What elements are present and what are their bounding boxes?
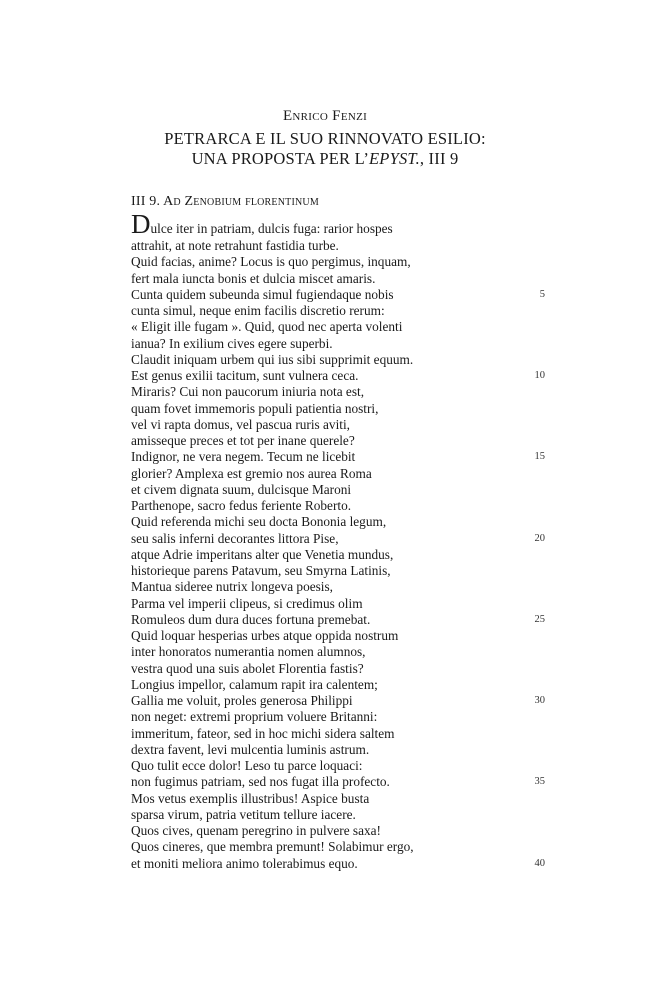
poem-line-12: quam fovet immemoris populi patientia nostri, [131,400,379,416]
poem-line-29: Longius impellor, calamum rapit ira calentem; [131,676,378,692]
poem-line-26: Quid loquar hesperias urbes atque oppida nostrum [131,628,399,643]
poem-line-33: dextra favent, levi mulcentia luminis astrum. [131,741,370,757]
poem-line-35 [131,774,551,790]
poem-line-37: sparsa virum, patria vetitum tellure iacere. [131,806,356,822]
poem-line-25 [131,612,551,628]
poem-line-40-text: et moniti meliora animo tolerabimus equo. [131,855,358,871]
title-line-2-prefix: UNA PROPOSTA PER L’ [191,149,370,168]
section-heading: III 9. Ad Zenobium florentinum [131,194,319,209]
poem-line-39: Quos cineres, que membra premunt! Solabimur ergo, [131,839,414,855]
poem-line-35-text: non fugimus patriam, sed nos fugat illa profecto. [131,774,390,790]
poem-line-40 [131,856,551,872]
poem-line-25-text: Romuleos dum dura duces fortuna premebat. [131,611,371,627]
poem-line-31: non neget: extremi proprium voluere Britanni: [131,709,378,725]
poem-line-22: historieque parens Patavum, seu Smyrna Latinis, [131,563,391,578]
poem-line-19: Quid referenda michi seu docta Bononia legum, [131,514,387,530]
title-line-2-italic: EPYST. [369,149,420,168]
line-number-10: 10 [534,370,545,381]
poem-line-30 [131,693,551,709]
poem-line-10-text: Est genus exilii tacitum, sunt vulnera ceca. [131,368,359,383]
article-author: Enrico Fenzi [282,108,368,124]
drop-initial: D [131,209,151,239]
poem-line-6: cunta simul, neque enim facilis discretio rerum: [131,303,385,318]
line-number-20: 20 [534,532,545,544]
poem-line-2: attrahit, at note retrahunt fastidia turbe. [131,238,339,253]
poem-line-20 [131,531,551,547]
poem-line-9: Claudit iniquam urbem qui ius sibi supprimit equum. [131,351,414,367]
poem-line-10 [131,368,551,384]
poem-line-16: glorier? Amplexa est gremio nos aurea Roma [131,465,372,481]
poem-line-30-text: Gallia me voluit, proles generosa Philippi [131,693,353,708]
poem-line-18: Parthenope, sacro fedus feriente Roberto. [131,498,352,513]
poem-text [131,209,551,872]
poem-line-17: et civem dignata suum, dulcisque Maroni [131,481,352,497]
line-number-30: 30 [534,695,545,706]
poem-line-4: fert mala iuncta bonis et dulcia miscet amaris. [131,270,376,286]
poem-line-15 [131,449,551,465]
poem-line-5 [131,287,551,303]
poem-line-34: Quo tulit ecce dolor! Leso tu parce loquaci: [131,758,363,773]
line-number-40: 40 [534,857,545,869]
line-number-5: 5 [539,288,545,300]
poem-line-28: vestra quod una suis abolet Florentia fastis? [131,660,364,676]
title-line-2 [0,149,650,169]
poem-line-8: ianua? In exilium cives egere superbi. [131,335,333,351]
line-number-15: 15 [534,451,545,463]
poem-line-32: immeritum, fateor, sed in hoc michi sidera saltem [131,725,395,741]
title-line-1: PETRARCA E IL SUO RINNOVATO ESILIO: [164,129,486,148]
poem-line-24: Parma vel imperii clipeus, si credimus olim [131,595,363,611]
article-title [0,129,650,169]
poem-line-5-text: Cunta quidem subeunda simul fugiendaque nobis [131,286,394,302]
poem-line-21: atque Adrie imperitans alter que Venetia mundus, [131,546,394,562]
poem-line-13: vel vi rapta domus, vel pascua ruris aviti, [131,416,350,432]
poem-line-36: Mos vetus exemplis illustribus! Aspice busta [131,790,370,806]
line-number-35: 35 [534,776,545,788]
poem-line-15-text: Indignor, ne vera negem. Tecum ne licebit [131,449,356,465]
poem-line-20-text: seu salis inferni decorantes littora Pise, [131,530,339,546]
poem-line-3: Quid facias, anime? Locus is quo pergimus, inquam, [131,254,411,270]
title-line-2-suffix: , III 9 [419,149,459,168]
poem-line-1 [131,209,551,239]
poem-line-27: inter honoratos numerantia nomen alumnos, [131,644,366,660]
line-number-25: 25 [534,613,545,625]
poem-line-14: amisseque preces et tot per inane querele? [131,433,355,448]
poem-line-1-text: ulce iter in patriam, dulcis fuga: rarior hospes [150,221,393,236]
poem-line-23: Mantua sideree nutrix longeva poesis, [131,579,333,595]
poem-line-38: Quos cives, quenam peregrino in pulvere saxa! [131,823,381,838]
poem-line-11: Miraris? Cui non paucorum iniuria nota est, [131,384,365,400]
poem-line-7: « Eligit ille fugam ». Quid, quod nec aperta volenti [131,319,403,335]
